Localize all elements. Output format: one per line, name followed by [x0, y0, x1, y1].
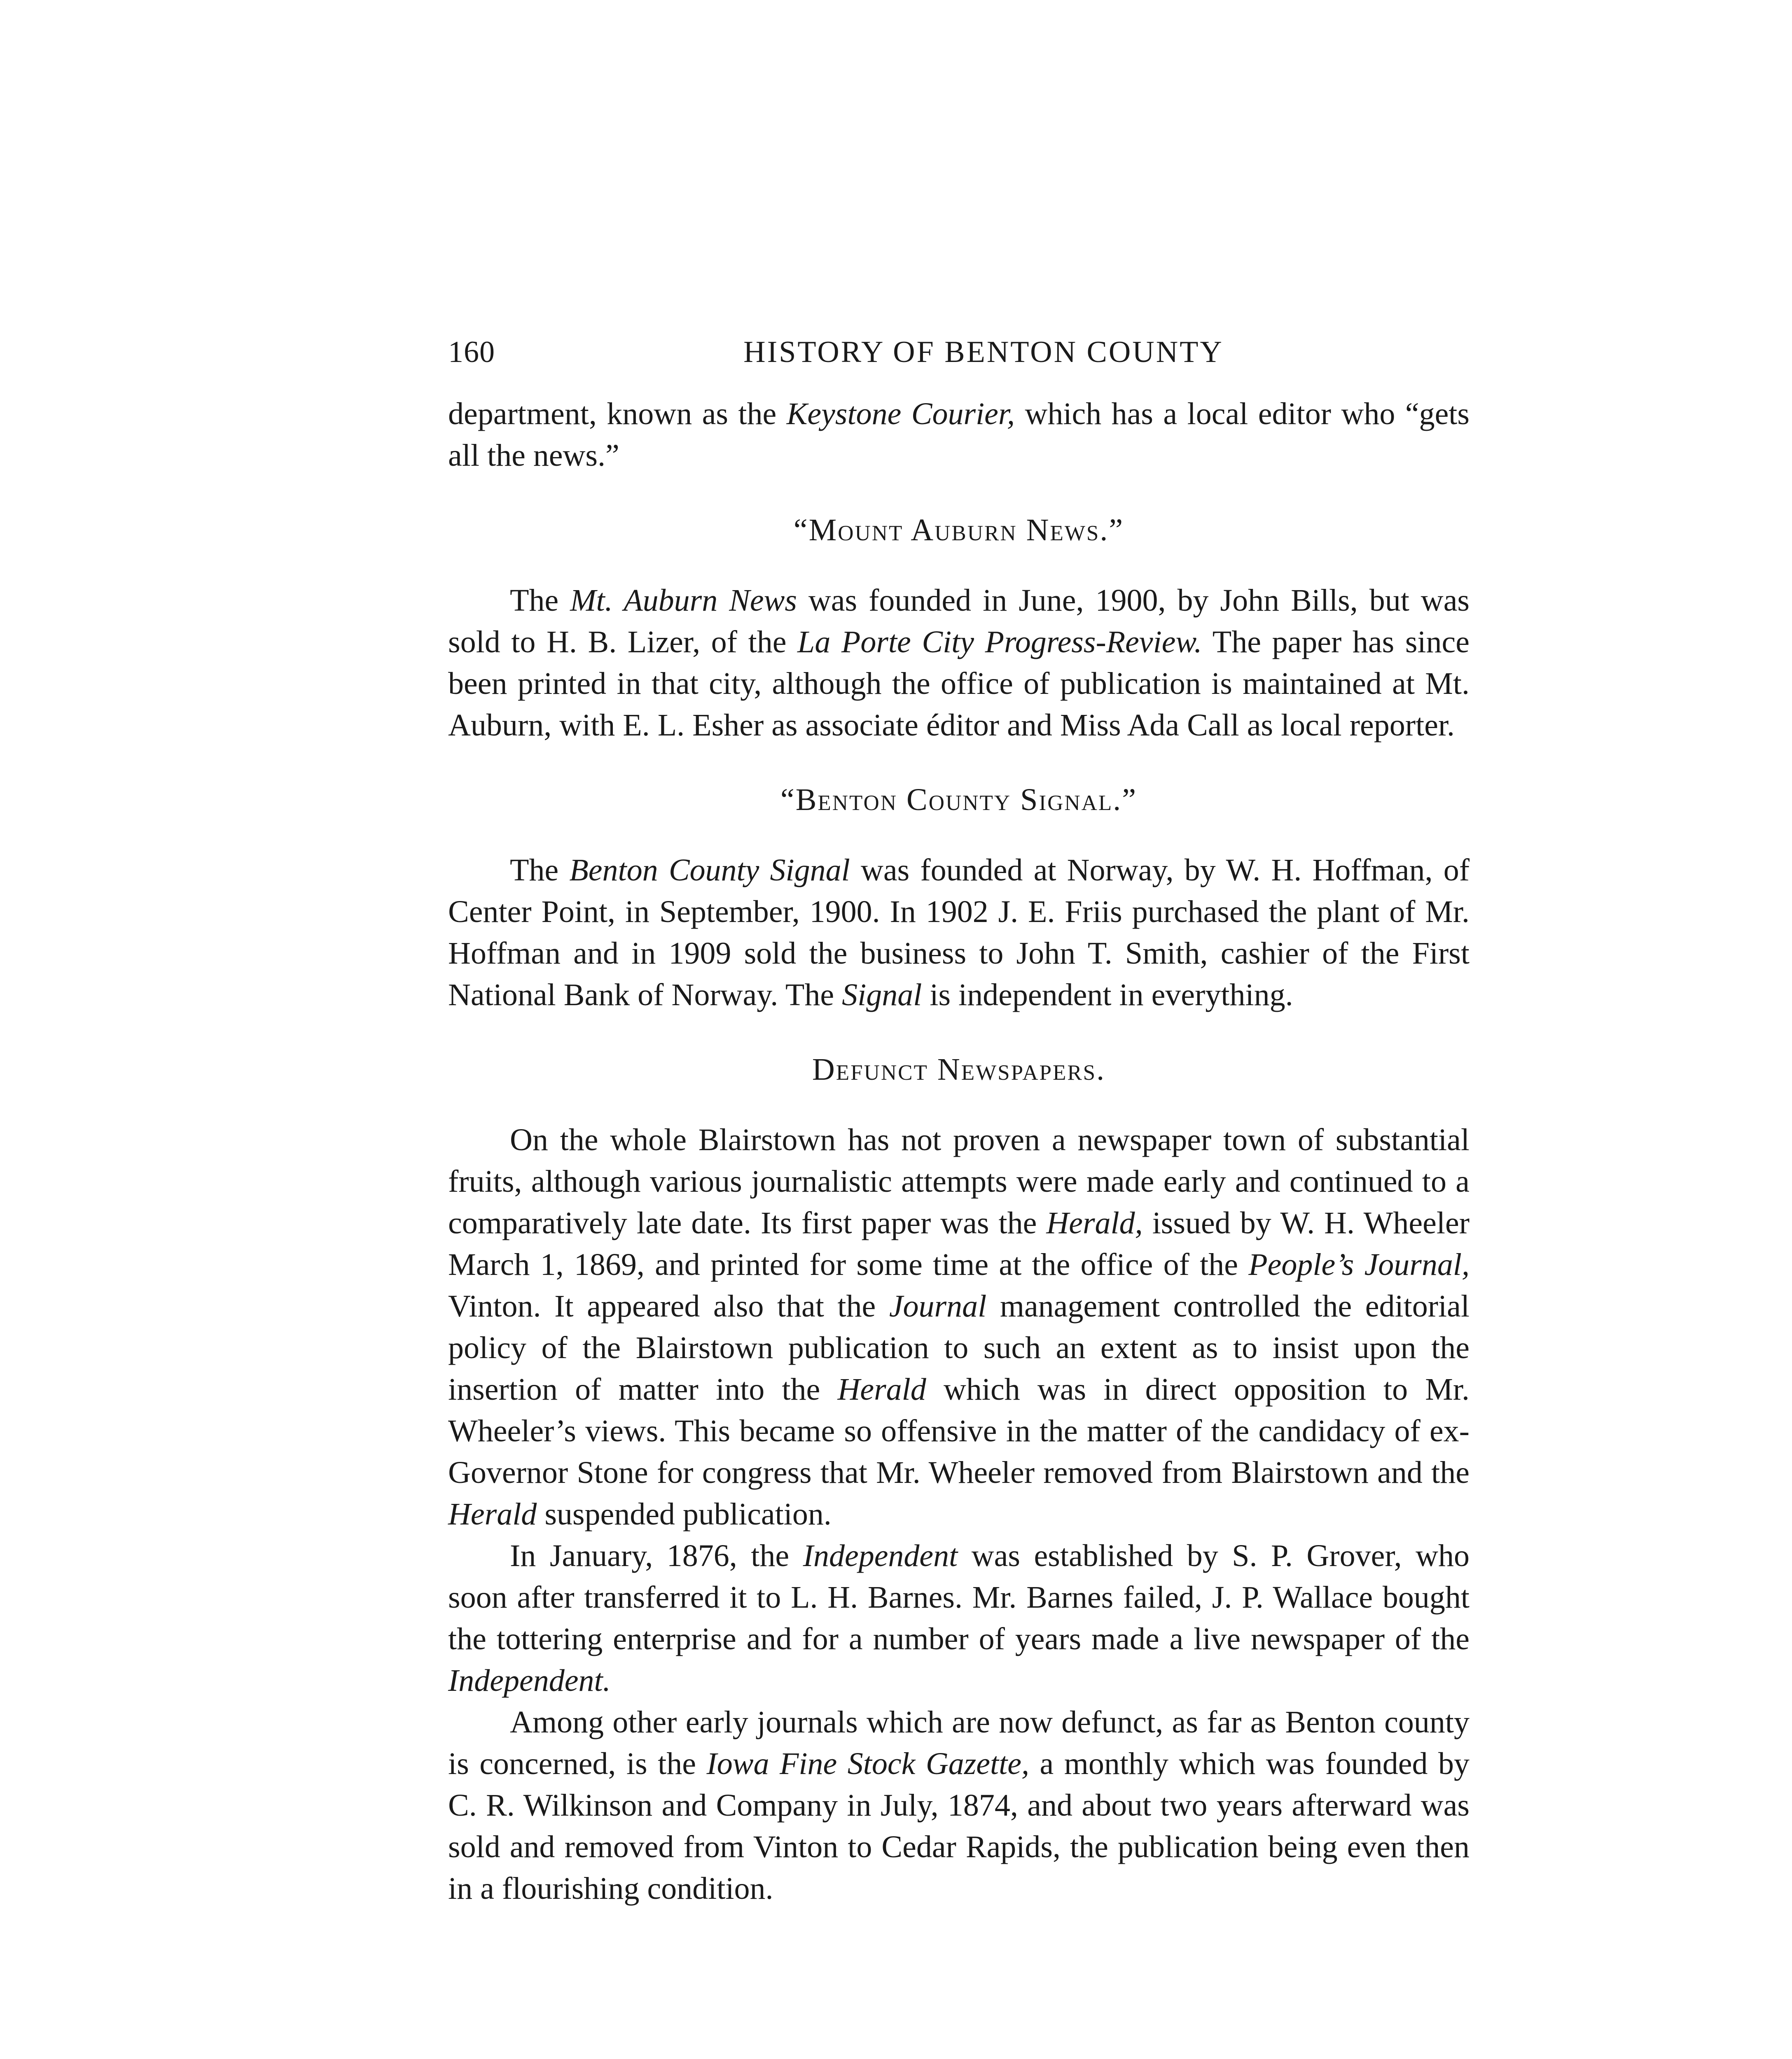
italic-title: Herald, — [1046, 1206, 1143, 1240]
italic-title: Independent — [803, 1538, 958, 1573]
continuation-paragraph: department, known as the Keystone Courier, which has a local editor who “gets all the news.” — [448, 397, 1470, 473]
mount-auburn-paragraph: The Mt. Auburn News was founded in June, 1900, by John Bills, but was sold to H. B. Lizer, of the La Porte City Progress-Review. The paper has since been printed in that city, although the office of publication is maintained at Mt. Auburn, with E. L. Esher as associate éditor and Miss Ada Call as local reporter. — [448, 583, 1470, 742]
book-page — [448, 329, 1470, 1910]
defunct-paragraph-1: On the whole Blairstown has not proven a newspaper town of substantial fruits, although various journalistic attempts were made early and continued to a comparatively late date. Its first paper was the Herald, issued by W. H. Wheeler March 1, 1869, and printed for some time at the office of the People’s Journal, Vinton. It appeared also that the Journal management controlled the editorial policy of the Blairstown publication to such an extent as to insist upon the insertion of matter into the Herald which was in direct opposition to Mr. Wheeler’s views. This became so offensive in the matter of the candidacy of ex-Governor Stone for congress that Mr. Wheeler removed from Blairstown and the Herald suspended publication. — [448, 1123, 1470, 1531]
section-heading-benton-signal: “Benton County Signal.” — [780, 782, 1138, 817]
italic-title: La Porte City Progress-Review. — [797, 625, 1202, 659]
italic-title: Independent. — [448, 1663, 611, 1698]
page-number: 160 — [448, 335, 495, 369]
italic-title: Benton County Signal — [569, 853, 850, 887]
italic-title: Keystone Courier, — [786, 397, 1015, 431]
italic-title: Journal — [889, 1289, 987, 1324]
running-title: HISTORY OF BENTON COUNTY — [743, 335, 1224, 369]
defunct-paragraph-3: Among other early journals which are now defunct, as far as Benton county is concerned, is the Iowa Fine Stock Gazette, a monthly which was founded by C. R. Wilkinson and Company in July, 1874, and about two years afterward was sold and removed from Vinton to Cedar Rapids, the publication being even then in a flourishing condition. — [448, 1705, 1470, 1906]
italic-title: Herald — [837, 1372, 926, 1407]
section-heading-defunct: Defunct Newspapers. — [812, 1052, 1106, 1087]
section-heading-mount-auburn: “Mount Auburn News.” — [793, 513, 1124, 547]
italic-title: People’s Journal, — [1248, 1247, 1470, 1282]
italic-title: Herald — [448, 1497, 537, 1531]
italic-title: Signal — [842, 978, 922, 1012]
defunct-paragraph-2: In January, 1876, the Independent was established by S. P. Grover, who soon after transferred it to L. H. Barnes. Mr. Barnes failed, J. P. Wallace bought the tottering enterprise and for a number of years made a live newspaper of the Independent. — [448, 1538, 1470, 1698]
benton-signal-paragraph: The Benton County Signal was founded at Norway, by W. H. Hoffman, of Center Point, in September, 1900. In 1902 J. E. Friis purchased the plant of Mr. Hoffman and in 1909 sold the business to John T. Smith, cashier of the First National Bank of Norway. The Signal is independent in everything. — [448, 853, 1470, 1012]
running-head — [448, 329, 1470, 375]
italic-title: Iowa Fine Stock Gazette, — [706, 1746, 1029, 1781]
italic-title: Mt. Auburn News — [570, 583, 797, 618]
